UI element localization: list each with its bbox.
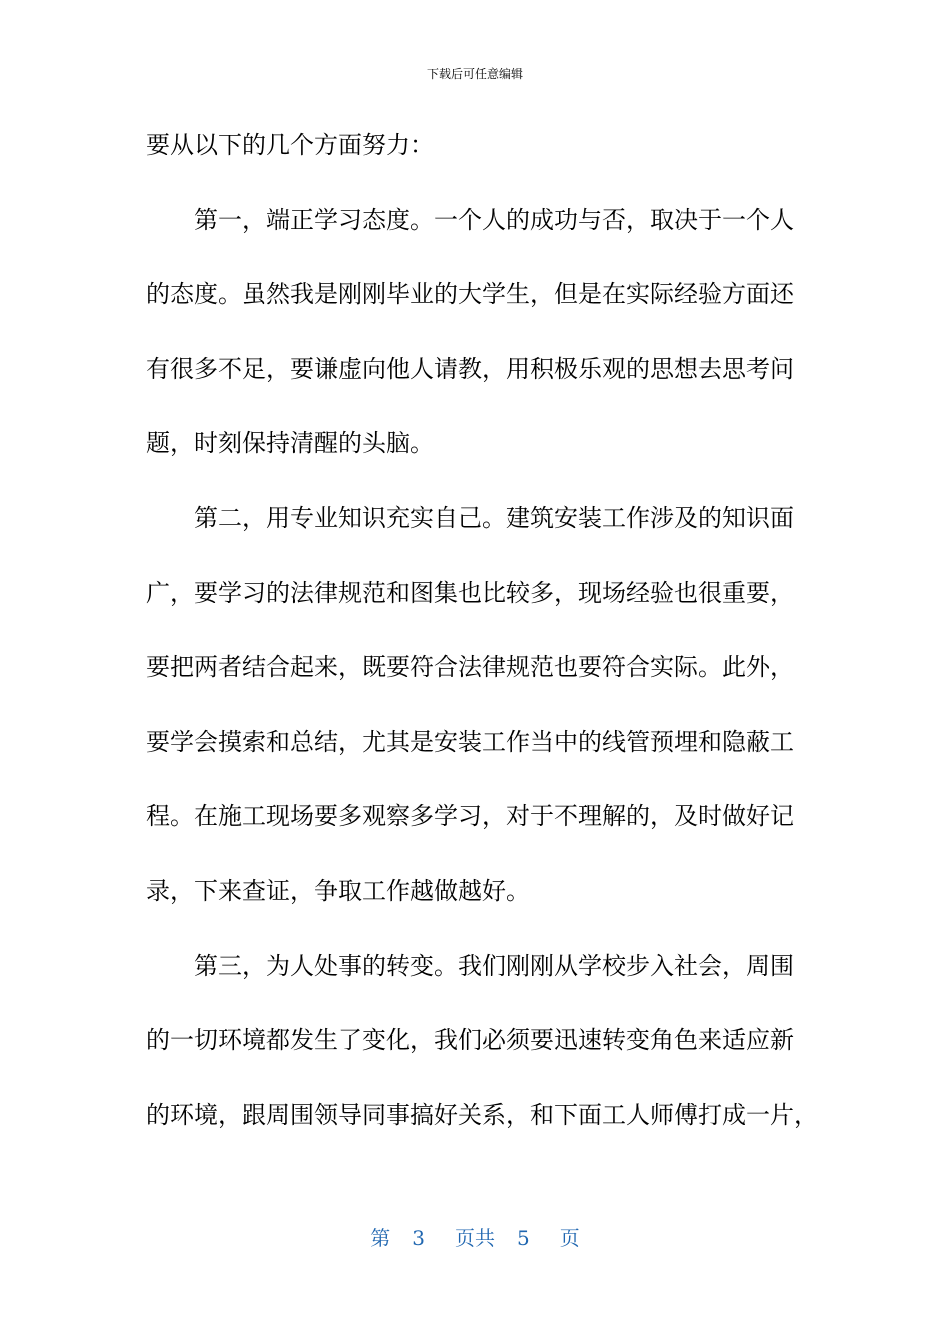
page-footer: [0, 1224, 950, 1252]
footer-current-page: 3: [412, 1226, 425, 1250]
text-line: 程。在施工现场要多观察多学习，对于不理解的，及时做好记: [146, 802, 794, 831]
text-line: 有很多不足，要谦虚向他人请教，用积极乐观的思想去思考问: [146, 354, 794, 383]
text-line: 第三，为人处事的转变。我们刚刚从学校步入社会，周围: [194, 951, 794, 980]
text-line: 录，下来查证，争取工作越做越好。: [146, 876, 530, 905]
text-line: 的一切环境都发生了变化，我们必须要迅速转变角色来适应新: [146, 1026, 794, 1055]
footer-total-pages: 5: [517, 1226, 530, 1250]
text-line: 要把两者结合起来，既要符合法律规范也要符合实际。此外，: [146, 653, 794, 682]
text-line: 的态度。虽然我是刚刚毕业的大学生，但是在实际经验方面还: [146, 280, 794, 309]
footer-prefix: 第: [370, 1226, 391, 1250]
text-line: 题，时刻保持清醒的头脑。: [146, 429, 434, 458]
footer-suffix: 页: [559, 1226, 580, 1250]
page-header: [0, 66, 950, 82]
header-text: 下载后可任意编辑: [426, 67, 523, 81]
text-line: 第二，用专业知识充实自己。建筑安装工作涉及的知识面: [194, 503, 794, 532]
text-line: 要学会摸索和总结，尤其是安装工作当中的线管预埋和隐蔽工: [146, 727, 794, 756]
text-line: 广，要学习的法律规范和图集也比较多，现场经验也很重要，: [146, 578, 794, 607]
footer-middle: 页共: [455, 1226, 495, 1250]
document-body: [146, 108, 818, 1152]
text-line: 第一，端正学习态度。一个人的成功与否，取决于一个人: [194, 205, 794, 234]
text-line: 的环境，跟周围领导同事搞好关系，和下面工人师傅打成一片，: [146, 1100, 818, 1129]
text-line: 要从以下的几个方面努力：: [146, 131, 434, 159]
